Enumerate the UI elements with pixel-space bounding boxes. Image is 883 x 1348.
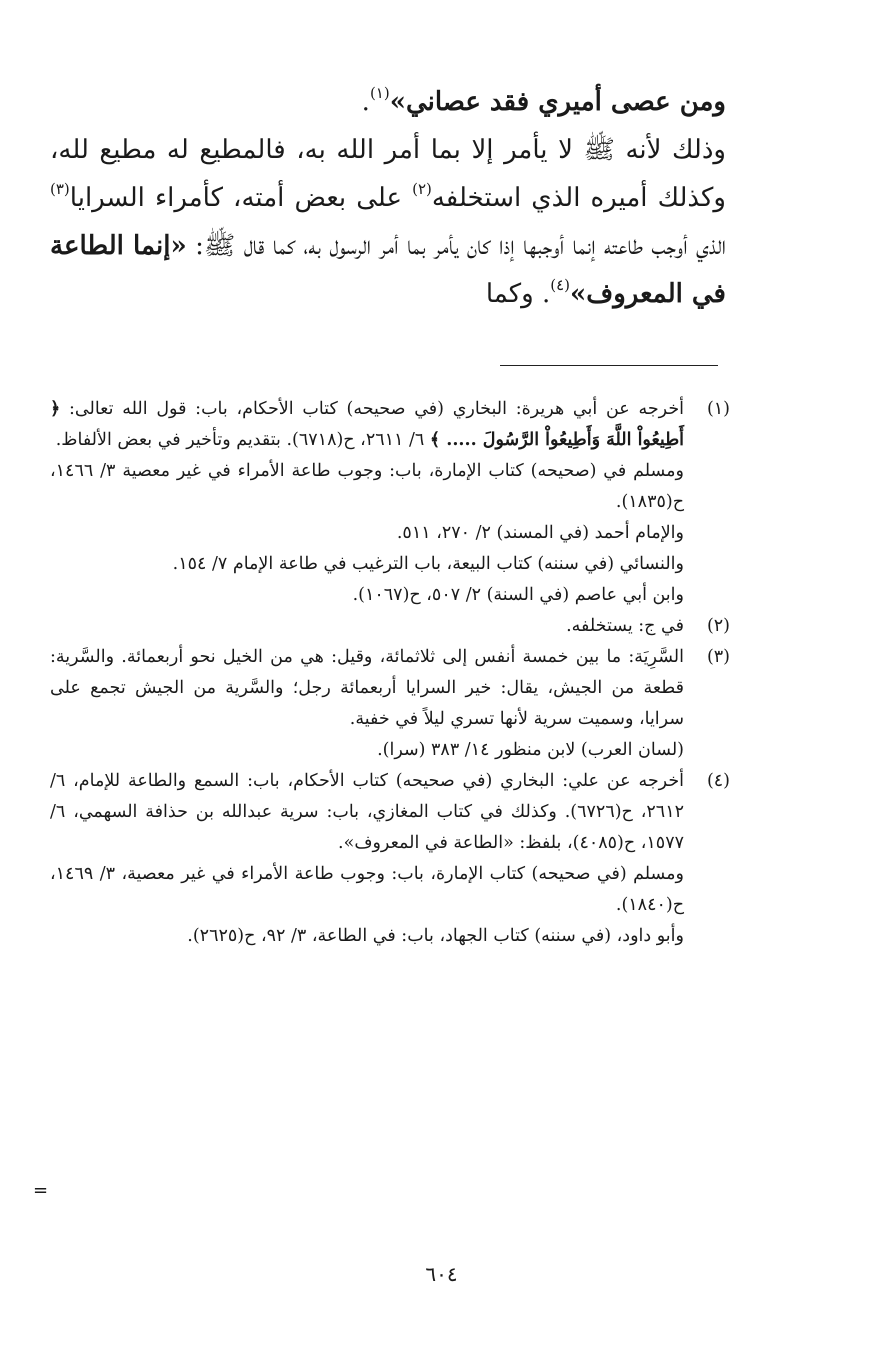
footnote-divider [500, 365, 718, 366]
page-number: ٦٠٤ [425, 1262, 458, 1286]
footnote-body [50, 611, 684, 642]
footnote-paragraph [50, 394, 684, 456]
footnote-number: (١) [706, 399, 730, 419]
continuation-mark: = [33, 1180, 49, 1201]
text-segment: الذي أوجب طاعته إنما أوجبها إذا كان يأمر بما أمر الرسول به، كما قال ﷺ: [195, 231, 726, 261]
footnote-paragraph: والإمام أحمد (في المسند) ٢/ ٢٧٠، ٥١١. [396, 523, 684, 543]
hadith-ending: ومن عصى أميري فقد عصاني» [389, 87, 726, 117]
footnote-paragraph: وأبو داود، (في سننه) كتاب الجهاد، باب: في الطاعة، ٣/ ٩٢، ح(٢٦٢٥). [187, 926, 684, 946]
footnote-body [50, 642, 684, 766]
footnote-ref-3: (٣) [50, 180, 70, 199]
footnote-number: (٢) [706, 616, 730, 636]
footnote-ref-1: (١) [369, 84, 390, 103]
main-text [50, 78, 726, 318]
hadith-quote: «إنما الطاعة في المعروف» [50, 231, 726, 309]
footnote-paragraph: السَّرِيَة: ما بين خمسة أنفس إلى ثلاثمائة، وقيل: هي من الخيل نحو أربعمائة. والسَّرية: قطعة من الجيش، يقال: خير السرايا أربعمائة رجل؛ والسَّرية من الجيش تجمع على سرايا، وسميت سرية لأنها تسري ليلاً في خفية. [50, 647, 684, 729]
footnote-ref-2: (٢) [412, 180, 432, 199]
footnote-number: (٣) [706, 647, 730, 667]
footnote-4 [50, 766, 730, 952]
footnote-paragraph: في ج: يستخلفه. [566, 616, 684, 636]
text-segment: . وكما [485, 279, 551, 309]
footnote-number: (٤) [706, 771, 730, 791]
footnote-ref-4: (٤) [550, 276, 571, 295]
footnote-body [50, 394, 684, 611]
footnote-paragraph: أخرجه عن علي: البخاري (في صحيحه) كتاب الأحكام، باب: السمع والطاعة للإمام، ٦/ ٢٦١٢، ح(٦٧٢٦). وكذلك في كتاب المغازي، باب: سرية عبدالله بن حذافة السهمي، ٦/ ١٥٧٧، ح(٤٠٨٥)، بلفظ: «الطاعة في المعروف». [50, 771, 684, 853]
footnote-3 [50, 642, 730, 766]
citation-text: أخرجه عن أبي هريرة: البخاري (في صحيحه) كتاب الأحكام، باب: قول الله تعالى: [69, 399, 684, 419]
main-paragraph-2 [50, 126, 726, 318]
footnote-paragraph: وابن أبي عاصم (في السنة) ٢/ ٥٠٧، ح(١٠٦٧). [352, 585, 684, 605]
footnote-body [50, 766, 684, 952]
citation-text: ٦/ ٢٦١١، ح(٦٧١٨). بتقديم وتأخير في بعض الألفاظ. [55, 430, 425, 450]
footnote-paragraph: والنسائي (في سننه) كتاب البيعة، باب الترغيب في طاعة الإمام ٧/ ١٥٤. [172, 554, 684, 574]
period: . [361, 87, 370, 117]
footnote-2 [50, 611, 730, 642]
footnotes [50, 394, 730, 952]
text-segment: على بعض أمته، كأمراء السرايا [69, 183, 402, 213]
footnote-1 [50, 394, 730, 611]
footnote-paragraph: ومسلم في (صحيحه) كتاب الإمارة، باب: وجوب طاعة الأمراء في غير معصية ٣/ ١٤٦٦، ح(١٨٣٥). [50, 461, 684, 512]
text-segment: وذلك لأنه ﷺ لا يأمر إلا بما أمر الله به، فالمطيع له مطيع لله، وكذلك أميره الذي استخلفه [50, 135, 726, 213]
main-paragraph-1 [50, 78, 726, 126]
footnote-paragraph: (لسان العرب) لابن منظور ١٤/ ٣٨٣ (سرا). [377, 740, 684, 760]
quran-verse: ﴿ أَطِيعُواْ اللَّهَ وَأَطِيعُواْ الرَّسُولَ ..... ﴾ [50, 399, 684, 450]
footnote-paragraph: ومسلم (في صحيحه) كتاب الإمارة، باب: وجوب طاعة الأمراء في غير معصية، ٣/ ١٤٦٩، ح(١٨٤٠). [50, 864, 684, 915]
